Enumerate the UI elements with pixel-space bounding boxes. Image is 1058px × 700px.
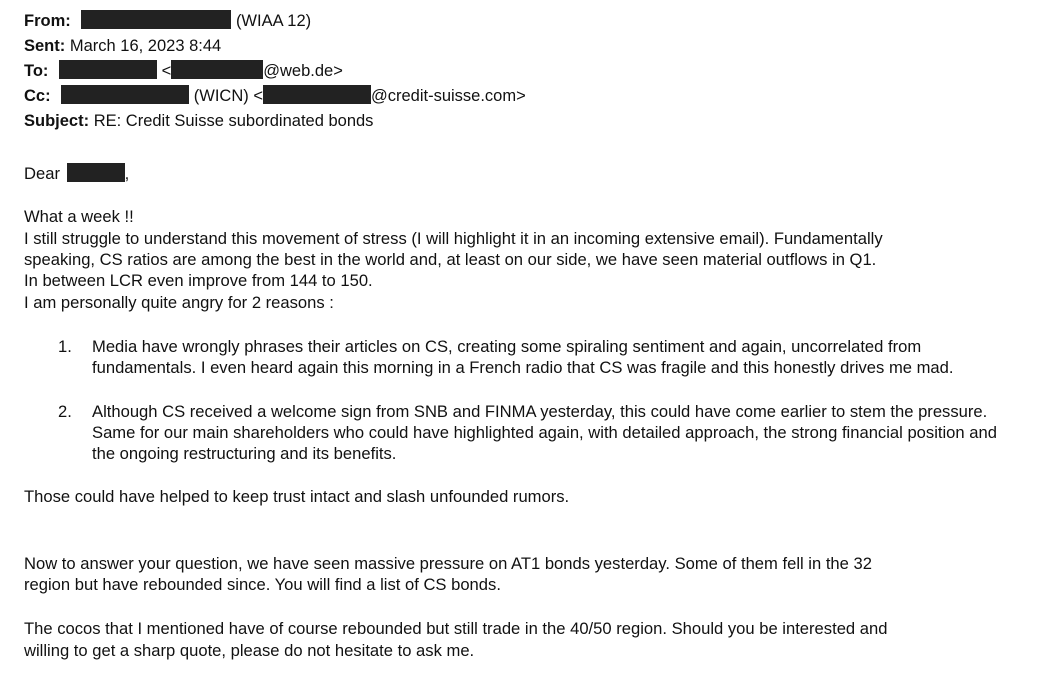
paragraph-line: willing to get a sharp quote, please do not hesitate to ask me.: [24, 641, 475, 660]
paragraph-line: The cocos that I mentioned have of course rebounded but still trade in the 40/50 region. Should you be interested and: [24, 619, 888, 638]
redaction-bar: [263, 85, 371, 104]
redaction-bar: [59, 60, 157, 79]
list-item-text: Although CS received a welcome sign from SNB and FINMA yesterday, this could have come earlier to stem the pressure. Same for our main shareholders who could have highlighted again, with detailed approach, the strong financial position and the ongoing restructuring and its benefits.: [92, 402, 997, 463]
paragraph-line: In between LCR even improve from 144 to 150.: [24, 271, 373, 290]
redaction-bar: [171, 60, 263, 79]
paragraph-line: Now to answer your question, we have seen massive pressure on AT1 bonds yesterday. Some of them fell in the 32: [24, 554, 872, 573]
cc-mid: (WICN) <: [193, 87, 263, 105]
cc-suffix: @credit-suisse.com>: [370, 87, 526, 105]
sent-value: March 16, 2023 8:44: [69, 37, 222, 55]
from-suffix: (WIAA 12): [235, 12, 312, 30]
sent-line: [24, 35, 221, 57]
paragraph-line: I am personally quite angry for 2 reasons :: [24, 293, 334, 312]
list-item-number: 1.: [58, 337, 72, 356]
list-item-number: 2.: [58, 402, 72, 421]
paragraph-line: region but have rebounded since. You will find a list of CS bonds.: [24, 575, 501, 594]
to-mid: <: [161, 62, 172, 80]
subject-value: RE: Credit Suisse subordinated bonds: [93, 112, 374, 130]
sent-label: Sent:: [24, 37, 66, 55]
cc-label: Cc:: [24, 87, 51, 105]
subject-line: [24, 110, 373, 132]
redaction-bar: [61, 85, 189, 104]
greeting-line: [24, 163, 129, 184]
subject-label: Subject:: [24, 112, 90, 130]
list-item-text: Media have wrongly phrases their articles on CS, creating some spiraling sentiment and again, uncorrelated from fundamentals. I even heard again this morning in a French radio that CS was fragile and this honestly drives me mad.: [92, 337, 954, 377]
cc-line: [24, 85, 526, 107]
paragraph-line: speaking, CS ratios are among the best in the world and, at least on our side, we have seen material outflows in Q1.: [24, 250, 877, 269]
from-line: [24, 10, 311, 32]
to-suffix: @web.de>: [263, 62, 343, 80]
paragraph-line: What a week !!: [24, 207, 134, 226]
redaction-bar: [67, 163, 125, 182]
greeting-suffix: ,: [124, 164, 130, 183]
greeting-text: Dear: [24, 164, 60, 183]
to-label: To:: [24, 62, 49, 80]
paragraph-line: I still struggle to understand this movement of stress (I will highlight it in an incoming extensive email). Fundamentally: [24, 229, 883, 248]
paragraph-line: Those could have helped to keep trust intact and slash unfounded rumors.: [24, 487, 570, 506]
redaction-bar: [81, 10, 231, 29]
to-line: [24, 60, 343, 82]
from-label: From:: [24, 12, 71, 30]
